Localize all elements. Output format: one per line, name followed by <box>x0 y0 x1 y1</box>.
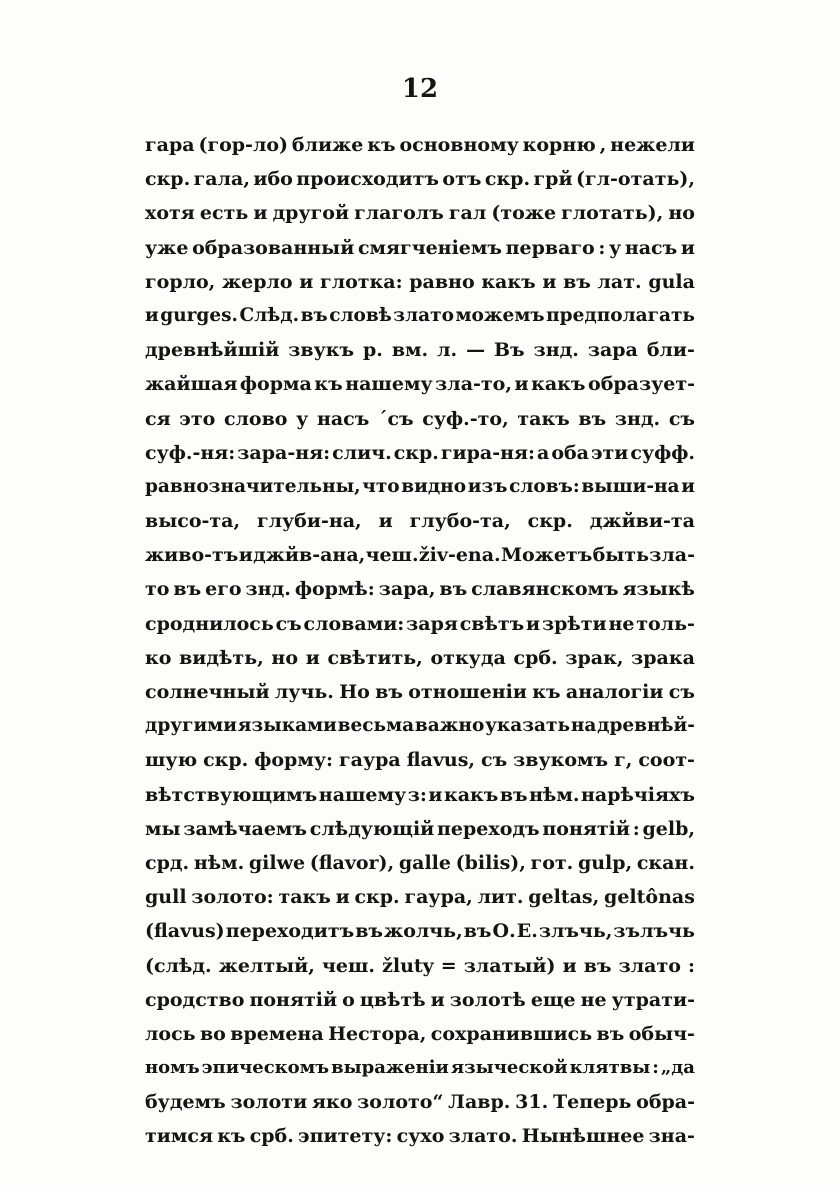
word: къ <box>367 134 396 156</box>
word: золотѣ <box>449 988 526 1011</box>
text-line <box>145 914 695 948</box>
word: и <box>378 510 393 533</box>
word: : <box>652 1057 659 1079</box>
word: съ <box>275 612 302 635</box>
text-line <box>145 983 695 1017</box>
word: срб. <box>513 646 558 669</box>
text-line <box>145 538 695 572</box>
word: уже <box>145 236 189 259</box>
word: въ <box>499 783 528 806</box>
word: зла- <box>649 544 695 567</box>
word: и <box>253 202 268 225</box>
word: но <box>668 202 695 225</box>
word: то <box>145 578 170 601</box>
word: (flavor), <box>309 851 395 874</box>
page-number: 12 <box>401 74 439 104</box>
word: глубо-та, <box>409 510 511 533</box>
word: зара-ня: <box>237 441 331 464</box>
word: зара <box>587 339 638 362</box>
word: а <box>537 441 550 464</box>
text-line <box>145 196 695 230</box>
word: это <box>179 407 216 430</box>
word: эти <box>590 441 629 464</box>
word: сродство <box>145 988 245 1011</box>
text-line <box>145 607 695 641</box>
word: суфф. <box>630 441 695 464</box>
word: въ <box>596 1022 625 1045</box>
word: корню <box>522 134 596 156</box>
word: Слѣд. <box>239 304 300 326</box>
word: золоти <box>230 1091 308 1114</box>
word: скр. <box>393 441 439 464</box>
word: соот- <box>638 749 695 772</box>
word: джйви-та <box>589 510 695 533</box>
word: geltônas <box>604 886 695 909</box>
word: золото“ <box>357 1091 444 1114</box>
word: выраженіи <box>331 1057 449 1079</box>
word: лит. <box>477 886 524 909</box>
text-line <box>145 743 695 777</box>
word: къ <box>532 681 561 703</box>
word: и <box>145 304 159 326</box>
word: Можетъ <box>500 544 593 567</box>
word: переходъ <box>437 817 540 840</box>
word: языческой <box>450 1057 568 1079</box>
text-line <box>145 572 695 606</box>
word: и <box>680 236 695 259</box>
word: суф.-ня: <box>145 441 236 464</box>
word: изъ <box>467 475 508 497</box>
word: Е. <box>516 920 538 943</box>
word: и <box>526 612 541 635</box>
word: предполагать <box>546 304 695 326</box>
word: утрати- <box>611 988 695 1011</box>
word: „да <box>660 1057 695 1079</box>
word: Въ <box>494 339 525 362</box>
word: зна- <box>648 1125 695 1148</box>
word: джйв-ана, <box>253 544 366 567</box>
word: хотя <box>145 202 195 225</box>
word: жолчь, <box>384 920 463 943</box>
word: скр. <box>527 510 573 533</box>
word: не <box>580 988 607 1011</box>
word: на <box>570 715 597 737</box>
word: форму: <box>254 749 334 772</box>
word: другими <box>145 715 237 737</box>
word: словъ: <box>509 475 580 497</box>
word: и <box>681 475 695 497</box>
word: насъ <box>316 407 370 430</box>
word: гала, <box>193 168 250 191</box>
word: есть <box>199 202 249 225</box>
word: скр. <box>145 168 191 191</box>
word: видѣть, <box>179 646 264 669</box>
word: лучь. <box>274 681 334 703</box>
word: gull <box>145 886 187 909</box>
word: глаголъ <box>354 202 444 225</box>
word: л. <box>437 339 458 362</box>
word: переходитъ <box>225 920 355 943</box>
word: нашему <box>345 373 433 396</box>
word: словами: <box>303 612 405 635</box>
word: съ <box>481 749 508 772</box>
word: Теперь <box>552 1091 632 1114</box>
word: зрѣти <box>541 612 607 635</box>
word: гот. <box>530 851 574 874</box>
word: и <box>542 270 557 293</box>
word: злъчь, <box>538 920 613 943</box>
word: срд. <box>145 851 190 874</box>
word: какъ <box>531 373 586 396</box>
word: насъ <box>624 236 678 259</box>
word: важно <box>414 715 485 737</box>
word: у <box>296 407 309 430</box>
word: živ-ena. <box>418 544 501 567</box>
word: основному <box>399 134 519 156</box>
word: гара <box>145 134 195 156</box>
word: лось <box>145 1022 196 1045</box>
word: (тоже <box>491 202 557 225</box>
word: р. <box>363 339 383 362</box>
word: жерло <box>221 270 293 293</box>
text-line <box>145 162 695 196</box>
word: высо-та, <box>145 510 241 533</box>
word: нѣм. <box>529 783 580 806</box>
word: gelb, <box>642 817 695 840</box>
word: gula <box>648 270 695 293</box>
word: въ <box>439 578 468 601</box>
word: въ <box>300 304 328 326</box>
word: слово <box>223 407 288 430</box>
word: образует- <box>588 373 695 396</box>
text-line <box>145 470 695 504</box>
word: ибо <box>253 168 293 191</box>
word: geltas, <box>528 886 600 909</box>
word: заря <box>406 612 458 635</box>
word: ближе <box>291 134 364 156</box>
word: будемъ <box>145 1091 226 1114</box>
text-line <box>145 333 695 367</box>
word: слѣдующій <box>309 817 435 840</box>
word: ко <box>145 646 172 669</box>
word: : <box>598 236 606 259</box>
word: указать <box>485 715 571 737</box>
word: нежели <box>610 134 695 156</box>
word: (гор-ло) <box>198 134 289 156</box>
word: съ <box>668 681 695 703</box>
word: эпическомъ <box>201 1057 330 1079</box>
word: у <box>609 236 622 259</box>
word: отъ <box>442 168 482 191</box>
word: жайшая <box>145 373 238 396</box>
word: и <box>335 886 350 909</box>
word: сухо <box>396 1125 445 1148</box>
word: гаура <box>339 749 401 772</box>
word: въ <box>355 920 383 943</box>
word: слич. <box>332 441 392 464</box>
word: шую <box>145 749 198 772</box>
body-text <box>145 128 695 1154</box>
word: gulp, <box>577 851 633 874</box>
word: цвѣтѣ <box>359 988 426 1011</box>
word: зара, <box>378 578 436 601</box>
word: отношеніи <box>408 681 527 703</box>
word: сроднилось <box>145 612 274 635</box>
text-line <box>145 367 695 401</box>
text-line <box>145 265 695 299</box>
word: къ <box>314 373 343 396</box>
word: гаура, <box>404 886 473 909</box>
word: знд. <box>614 407 661 430</box>
word: златый) <box>463 954 556 977</box>
word: желтый, <box>218 954 315 977</box>
word: весьма <box>337 715 415 737</box>
word: : <box>687 954 695 977</box>
word: зрак, <box>565 646 624 669</box>
word: гира-ня: <box>440 441 536 464</box>
word: клятвы <box>569 1057 651 1079</box>
word: въ <box>563 270 591 293</box>
word: тимся <box>145 1125 213 1148</box>
word: Нынѣшнее <box>521 1125 645 1148</box>
word: къ <box>217 1125 246 1148</box>
word: gurges. <box>160 304 238 326</box>
word: (flavus) <box>145 920 225 943</box>
word: глотать), <box>561 202 664 225</box>
word: сохранившись <box>430 1022 593 1045</box>
text-line <box>145 880 695 914</box>
word: обыч- <box>628 1022 695 1045</box>
word: понятій <box>542 817 630 840</box>
word: яко <box>311 1091 353 1114</box>
word: звукомъ <box>513 749 609 772</box>
word: зла-то, <box>435 373 512 396</box>
word: нарѣчіяхъ <box>581 783 695 806</box>
word: О. <box>492 920 516 943</box>
text-line <box>145 1017 695 1051</box>
word: какъ <box>481 270 536 293</box>
word: аналогіи <box>565 681 664 703</box>
word: galle <box>398 851 451 874</box>
word: перваго <box>505 236 595 259</box>
word: скр. <box>203 749 249 772</box>
word: въ <box>375 681 403 703</box>
word: еще <box>530 988 576 1011</box>
text-line <box>145 299 695 333</box>
word: въ <box>463 920 492 943</box>
word: замѣчаемъ <box>183 817 307 840</box>
word: Лавр. <box>448 1091 511 1114</box>
word: Нестора, <box>328 1022 427 1045</box>
word: такъ <box>517 407 570 430</box>
word: его <box>205 578 242 601</box>
word: ´съ <box>377 407 414 430</box>
word: глотка: <box>320 270 403 293</box>
word: з: <box>407 783 427 806</box>
word: славянскомъ <box>471 578 619 601</box>
word: ся <box>145 407 171 430</box>
word: зрака <box>631 646 695 669</box>
word: языкѣ <box>622 578 695 601</box>
word: свѣтъ <box>459 612 525 635</box>
word: žluty <box>382 954 434 977</box>
word: понятій <box>249 988 338 1011</box>
word: свѣтить, <box>327 646 423 669</box>
word: злато <box>393 304 454 326</box>
word: : <box>632 817 640 840</box>
word: словѣ <box>329 304 392 326</box>
word: вм. <box>391 339 429 362</box>
word: горло, <box>145 270 216 293</box>
word: (bilis), <box>455 851 526 874</box>
text-line <box>145 709 695 743</box>
word: = <box>440 954 457 977</box>
word: что <box>362 475 400 497</box>
text-line <box>145 949 695 983</box>
text-line <box>145 812 695 846</box>
word: какъ <box>443 783 499 806</box>
text-line <box>145 402 695 436</box>
word: съ <box>668 407 695 430</box>
word: грй <box>533 168 573 191</box>
word: 31. <box>515 1091 549 1114</box>
word: языками <box>237 715 337 737</box>
word: нѣм. <box>193 851 245 874</box>
word: формѣ: <box>294 578 375 601</box>
word: бли- <box>646 339 695 362</box>
text-line <box>145 436 695 470</box>
word: знд. <box>533 339 579 362</box>
word: откуда <box>430 646 506 669</box>
word: форма <box>239 373 312 396</box>
word: звукъ <box>288 339 355 362</box>
word: скан. <box>636 851 695 874</box>
word: видно <box>401 475 467 497</box>
word: суф.-то, <box>422 407 509 430</box>
word: (слѣд. <box>145 954 212 977</box>
word: зълъчь <box>613 920 695 943</box>
word: и <box>428 783 443 806</box>
text-line <box>145 641 695 675</box>
text-line <box>145 1085 695 1119</box>
word: живо-тъ <box>145 544 239 567</box>
word: Но <box>339 681 370 703</box>
word: нашему <box>318 783 407 806</box>
word: и <box>514 373 529 396</box>
word: о <box>342 988 355 1011</box>
word: выши-на <box>581 475 680 497</box>
word: въ <box>583 954 612 977</box>
word: злато. <box>448 1125 518 1148</box>
word: обра- <box>636 1091 695 1114</box>
word: образованный <box>192 236 355 259</box>
word: чеш. <box>365 544 419 567</box>
word: древнѣй- <box>597 715 695 737</box>
word: flavus, <box>406 749 476 772</box>
word: скр. <box>354 886 400 909</box>
word: другой <box>272 202 350 225</box>
word: г, <box>614 749 633 772</box>
word: и <box>562 954 577 977</box>
word: эпитету: <box>298 1125 393 1148</box>
word: смягченіемъ <box>357 236 502 259</box>
word: во <box>199 1022 226 1045</box>
text-line <box>145 778 695 812</box>
word: (гл-отать), <box>576 168 695 191</box>
word: глуби-на, <box>256 510 362 533</box>
word: толь- <box>636 612 695 635</box>
word: злато <box>618 954 681 977</box>
word: оба <box>551 441 589 464</box>
text-line <box>145 504 695 538</box>
text-line <box>145 675 695 709</box>
word: равно <box>409 270 475 293</box>
text-line <box>145 128 695 162</box>
word: равнозначительны, <box>145 475 361 497</box>
word: такъ <box>278 886 331 909</box>
word: лат. <box>597 270 642 293</box>
word: въ <box>578 407 607 430</box>
word: , <box>599 134 607 156</box>
word: солнечный <box>145 681 270 703</box>
word: и <box>430 988 445 1011</box>
word: происходитъ <box>296 168 439 191</box>
text-line <box>145 1119 695 1153</box>
word: чеш. <box>321 954 375 977</box>
word: номъ <box>145 1057 200 1079</box>
word: знд. <box>245 578 291 601</box>
text-line <box>145 846 695 880</box>
word: скр. <box>484 168 531 191</box>
word: вѣтствующимъ <box>145 783 318 806</box>
word: и <box>299 270 314 293</box>
word: но <box>271 646 299 669</box>
word: gilwe <box>248 851 306 874</box>
word: не <box>608 612 635 635</box>
word: древнѣйшій <box>145 339 280 362</box>
word: срб. <box>249 1125 294 1148</box>
word: времена <box>230 1022 324 1045</box>
word: мы <box>145 817 181 840</box>
word: и <box>305 646 320 669</box>
text-line <box>145 231 695 265</box>
word: въ <box>173 578 202 601</box>
word: и <box>238 544 253 567</box>
word: можемъ <box>455 304 545 326</box>
word: — <box>466 339 486 362</box>
word: быть <box>592 544 649 567</box>
word: гал <box>448 202 487 225</box>
word: золото: <box>191 886 274 909</box>
text-line <box>145 1051 695 1085</box>
